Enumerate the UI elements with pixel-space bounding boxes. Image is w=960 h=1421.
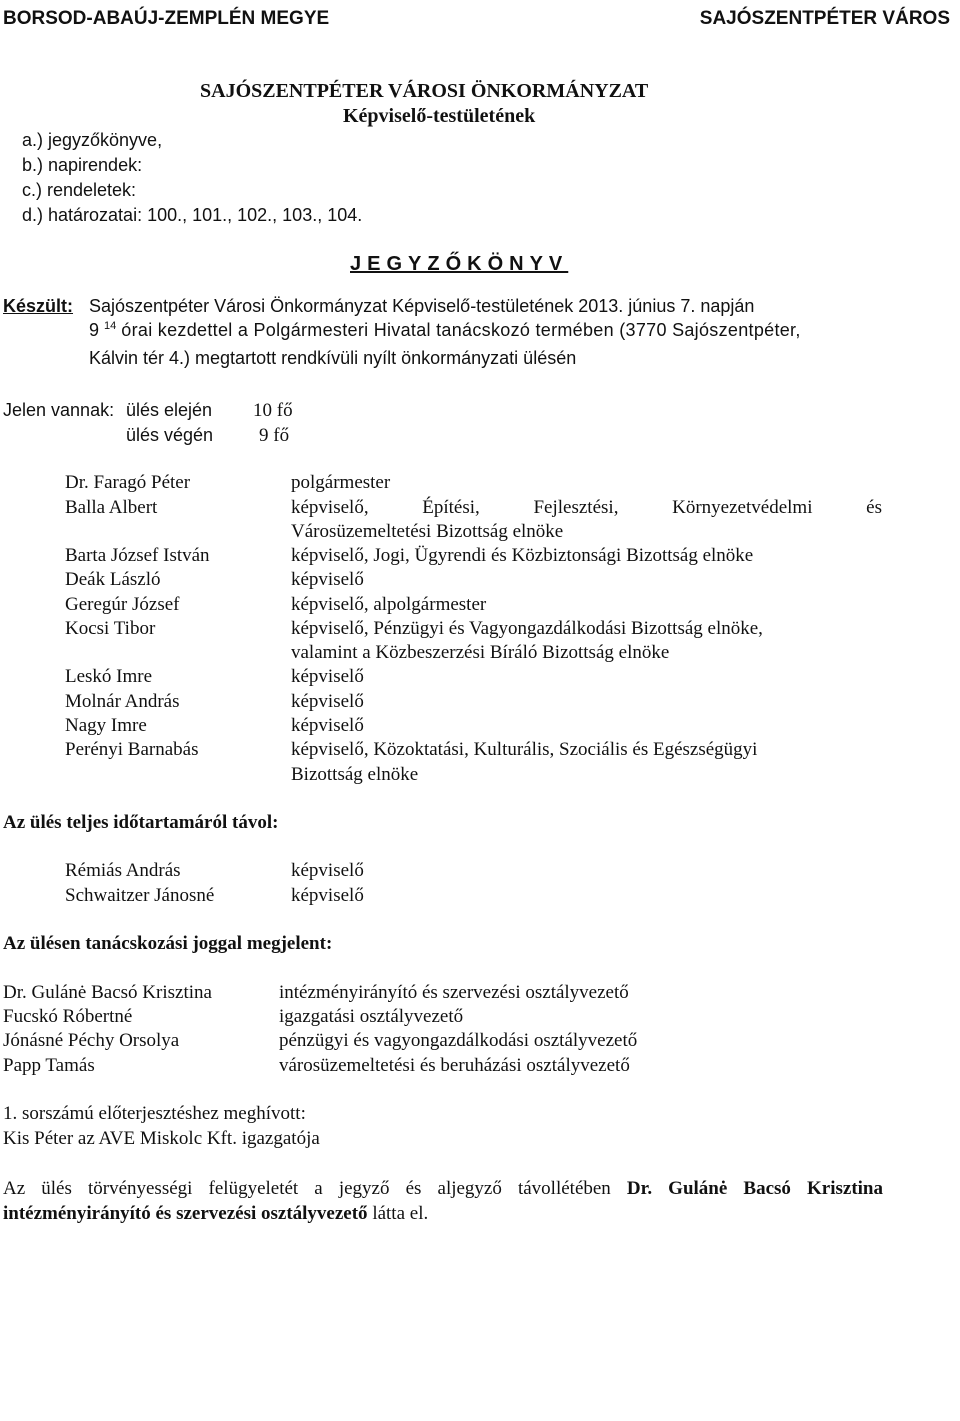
county-header: BORSOD-ABAÚJ-ZEMPLÉN MEGYE [3,8,330,29]
org-name: SAJÓSZENTPÉTER VÁROSI ÖNKORMÁNYZAT [200,80,649,102]
absent-role: képviselő [291,860,364,881]
member-role: képviselő [291,569,364,590]
member-name: Deák László [65,569,161,590]
member-role: képviselő, Építési, Fejlesztési, Környezetvédelmi és [291,497,882,518]
member-role: képviselő, alpolgármester [291,594,487,615]
attendance-start-value: 10 fő [253,400,293,421]
advisory-name: Papp Tamás [3,1055,95,1076]
member-name: Nagy Imre [65,715,147,736]
absent-name: Rémiás András [65,860,181,881]
list-item: d.) határozatai: 100., 101., 102., 103., 104. [22,205,363,225]
list-item: c.) rendeletek: [22,180,137,200]
start-hour: 9 [89,320,100,340]
member-name: Geregúr József [65,594,180,615]
attendance-label: Jelen vannak: [3,400,115,420]
city-header: SAJÓSZENTPÉTER VÁROS [699,8,950,29]
member-role: képviselő [291,666,364,687]
attendance-start-label: ülés elején [126,400,213,420]
member-role-continued: Városüzemeltetési Bizottság elnöke [291,521,564,542]
invited-line-1: 1. sorszámú előterjesztéshez meghívott: [3,1103,306,1124]
advisory-role: intézményirányító és szervezési osztályvezető [279,982,629,1003]
member-name: Molnár András [65,691,180,712]
advisory-name: Fucskó Róbertné [3,1006,133,1027]
attendance-end-value: 9 fő [259,425,290,446]
supervisor-title: intézményirányító és szervezési osztályvezető [3,1203,368,1224]
member-role: képviselő, Jogi, Ügyrendi és Közbiztonsági Bizottság elnöke [291,545,754,566]
closing-text: Az ülés törvényességi felügyeletét a jegyző és aljegyző távollétében [3,1178,611,1199]
member-name: Dr. Faragó Péter [65,472,191,493]
advisory-heading: Az ülésen tanácskozási joggal megjelent: [3,933,333,954]
keszult-label: Készült: [3,296,74,316]
document-title: JEGYZŐKÖNYV [350,253,569,275]
keszult-line-1: Sajószentpéter Városi Önkormányzat Képviselő-testületének 2013. június 7. napján [89,296,755,316]
member-role: képviselő, Pénzügyi és Vagyongazdálkodási Bizottság elnöke, [291,618,763,639]
closing-paragraph [3,1176,883,1226]
advisory-role: városüzemeltetési és beruházási osztályvezető [279,1055,630,1076]
keszult-line-2 [89,320,881,341]
closing-text-end: látta el. [372,1203,429,1224]
advisory-name: Dr. Gulánė Bacsó Krisztina [3,982,212,1003]
advisory-role: igazgatási osztályvezető [279,1006,464,1027]
member-role-continued: Bizottság elnöke [291,764,419,785]
absent-heading: Az ülés teljes időtartamáról távol: [3,812,279,833]
member-role: képviselő, Közoktatási, Kulturális, Szociális és Egészségügyi [291,739,758,760]
attendance-end-label: ülés végén [126,425,214,445]
keszult-line-2-text: órai kezdettel a Polgármesteri Hivatal tanácskozó termében (3770 Sajószentpéter, [121,320,801,340]
member-name: Kocsi Tibor [65,618,156,639]
member-role: képviselő [291,715,364,736]
member-name: Barta József István [65,545,210,566]
list-item: b.) napirendek: [22,155,143,175]
member-role: képviselő [291,691,364,712]
advisory-name: Jónásné Péchy Orsolya [3,1030,180,1051]
member-name: Perényi Barnabás [65,739,199,760]
absent-name: Schwaitzer Jánosné [65,885,215,906]
member-role-continued: valamint a Közbeszerzési Bíráló Bizottság elnöke [291,642,670,663]
invited-line-2: Kis Péter az AVE Miskolc Kft. igazgatója [3,1128,320,1149]
supervisor-name: Dr. Gulánė Bacsó Krisztina [626,1178,883,1199]
list-item: a.) jegyzőkönyve, [22,130,163,150]
org-body: Képviselő-testületének [343,105,536,127]
member-name: Leskó Imre [65,666,153,687]
advisory-role: pénzügyi és vagyongazdálkodási osztályvezető [279,1030,638,1051]
absent-role: képviselő [291,885,364,906]
start-minute: 14 [104,320,117,332]
keszult-line-3: Kálvin tér 4.) megtartott rendkívüli nyílt önkormányzati ülésén [89,348,577,368]
member-role: polgármester [291,472,391,493]
member-name: Balla Albert [65,497,158,518]
